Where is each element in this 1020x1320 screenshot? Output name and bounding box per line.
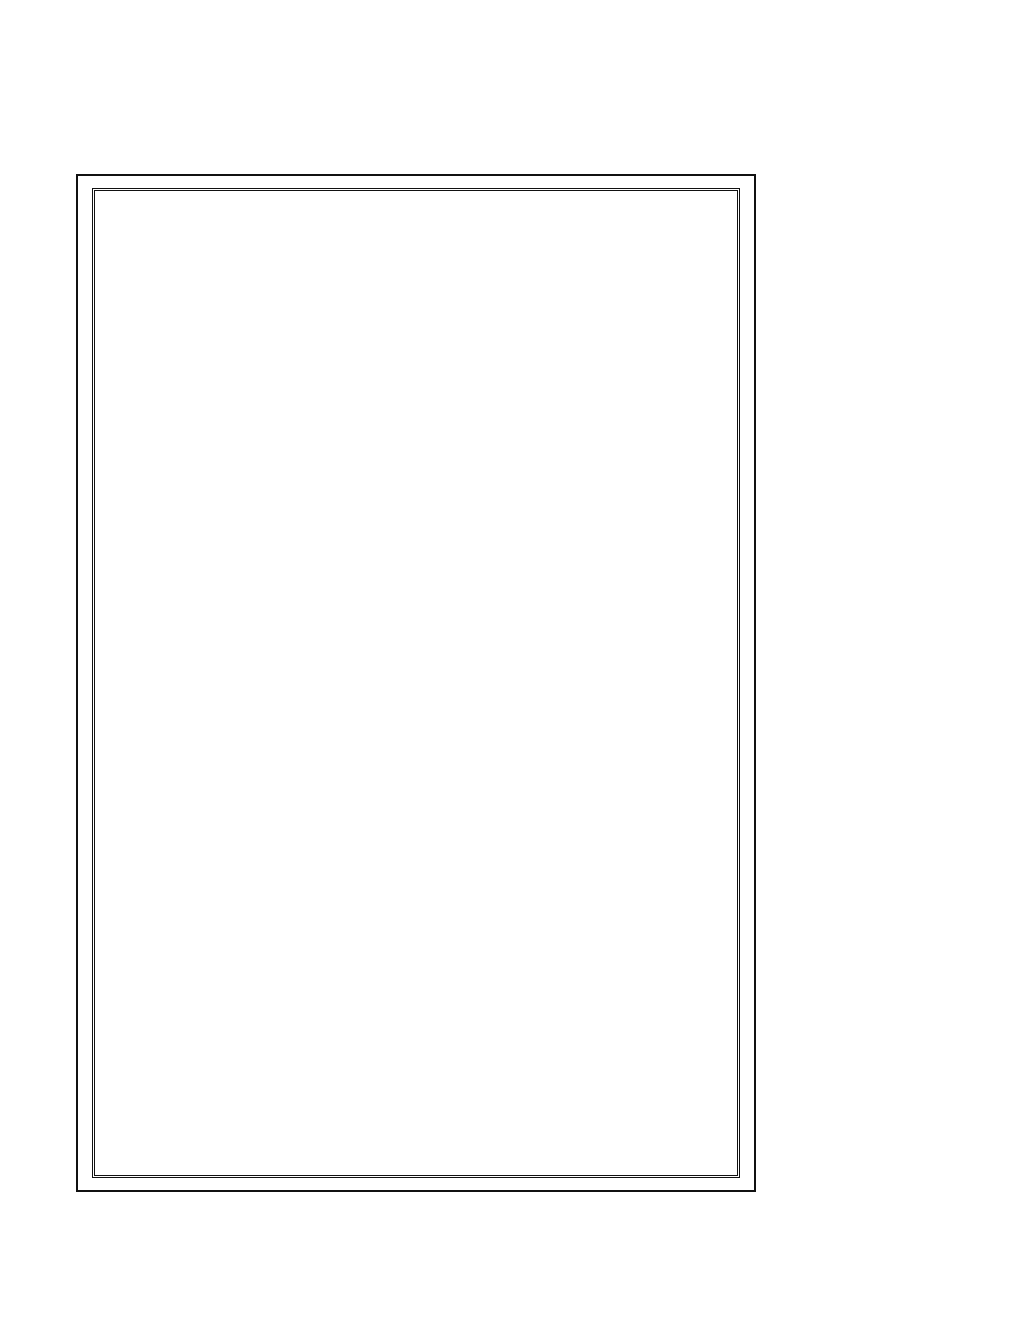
right-margin-notes xyxy=(760,60,1010,1110)
top-margin-notes xyxy=(150,40,770,180)
main-text-block xyxy=(104,196,728,1166)
